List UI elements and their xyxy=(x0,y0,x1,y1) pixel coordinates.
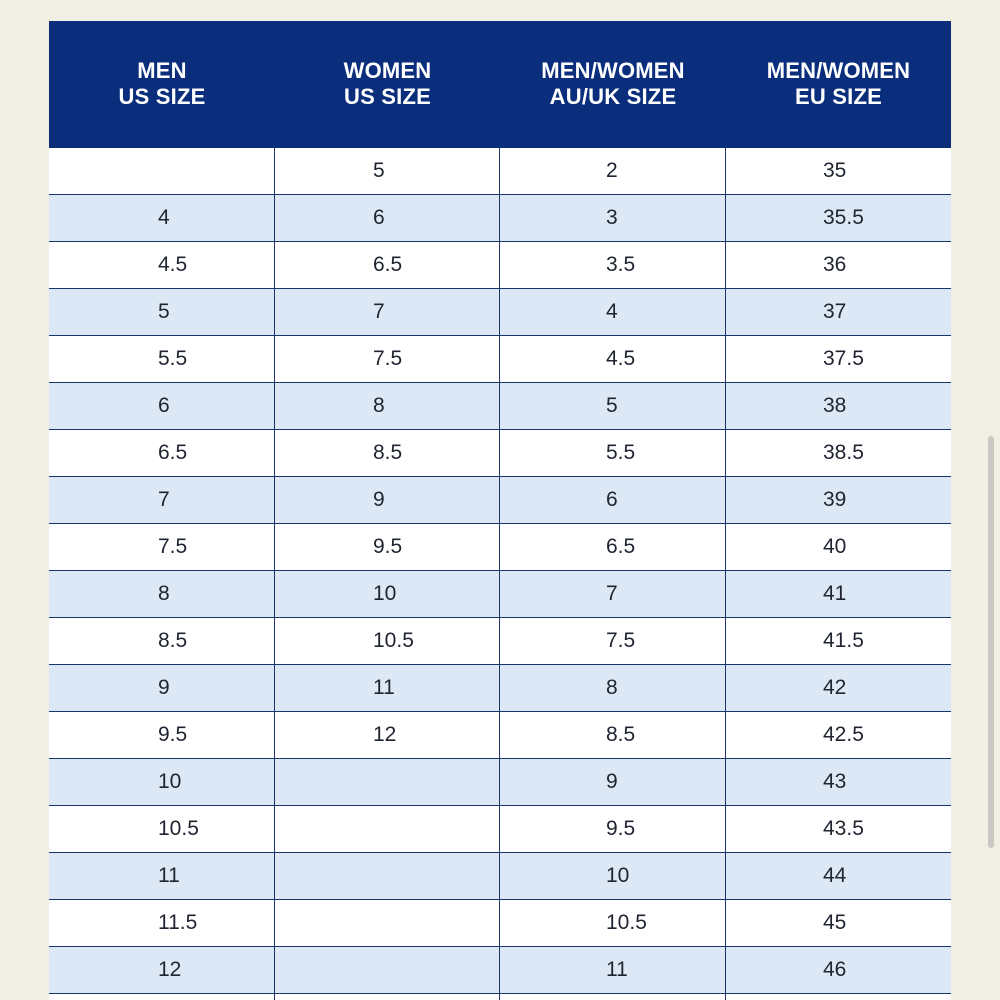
cell-men-us xyxy=(49,994,275,1000)
cell-au-uk: 6.5 xyxy=(500,524,726,570)
cell-au-uk: 3.5 xyxy=(500,242,726,288)
cell-au-uk: 8.5 xyxy=(500,712,726,758)
cell-au-uk: 4 xyxy=(500,289,726,335)
cell-au-uk: 9.5 xyxy=(500,806,726,852)
cell-au-uk: 7 xyxy=(500,571,726,617)
cell-eu: 35.5 xyxy=(823,206,864,229)
header-women-us-size: WOMEN US SIZE xyxy=(343,58,432,109)
cell-women-us: 8.5 xyxy=(275,430,500,476)
cell-women-us: 10.5 xyxy=(275,618,500,664)
cell-eu: 45 xyxy=(823,911,847,934)
cell-men-us: 12 xyxy=(49,947,275,993)
header-eu-size: MEN/WOMEN EU SIZE xyxy=(766,58,911,109)
table-row xyxy=(49,947,951,994)
cell-women-us: 6 xyxy=(275,195,500,241)
cell-eu: 39 xyxy=(823,488,847,511)
cell-women-us: 12 xyxy=(275,712,500,758)
cell-eu xyxy=(726,994,951,1000)
cell-women-us xyxy=(275,806,500,852)
cell-women-us xyxy=(275,994,500,1000)
table-row xyxy=(49,336,951,383)
cell-au-uk: 6 xyxy=(500,477,726,523)
table-row xyxy=(49,477,951,524)
table-row xyxy=(49,242,951,289)
cell-men-us: 5.5 xyxy=(49,336,275,382)
cell-au-uk: 5.5 xyxy=(500,430,726,476)
cell-men-us: 10 xyxy=(49,759,275,805)
cell-women-us: 7.5 xyxy=(275,336,500,382)
cell-women-us xyxy=(275,947,500,993)
cell-women-us: 6.5 xyxy=(275,242,500,288)
cell-women-us xyxy=(275,900,500,946)
cell-eu: 38 xyxy=(823,394,847,417)
cell-men-us: 4.5 xyxy=(49,242,275,288)
cell-eu: 42 xyxy=(823,676,847,699)
table-row xyxy=(49,430,951,477)
table-header xyxy=(49,21,951,147)
cell-men-us: 6 xyxy=(49,383,275,429)
cell-men-us: 11 xyxy=(49,853,275,899)
size-chart-table xyxy=(49,21,951,1000)
cell-men-us: 10.5 xyxy=(49,806,275,852)
cell-au-uk: 2 xyxy=(500,148,726,194)
cell-eu: 43 xyxy=(823,770,847,793)
cell-women-us: 7 xyxy=(275,289,500,335)
table-row xyxy=(49,759,951,806)
cell-au-uk: 3 xyxy=(500,195,726,241)
cell-men-us: 7.5 xyxy=(49,524,275,570)
cell-eu: 42.5 xyxy=(823,723,864,746)
cell-men-us xyxy=(49,148,275,194)
cell-eu: 37 xyxy=(823,300,847,323)
cell-men-us: 8 xyxy=(49,571,275,617)
cell-eu: 35 xyxy=(823,159,847,182)
cell-men-us: 4 xyxy=(49,195,275,241)
cell-au-uk: 10.5 xyxy=(500,900,726,946)
cell-women-us: 9 xyxy=(275,477,500,523)
cell-women-us: 8 xyxy=(275,383,500,429)
cell-men-us: 11.5 xyxy=(49,900,275,946)
cell-women-us xyxy=(275,853,500,899)
table-row xyxy=(49,524,951,571)
cell-men-us: 7 xyxy=(49,477,275,523)
cell-men-us: 9.5 xyxy=(49,712,275,758)
table-row xyxy=(49,383,951,430)
cell-eu: 44 xyxy=(823,864,847,887)
table-row xyxy=(49,195,951,242)
table-row xyxy=(49,900,951,947)
cell-men-us: 5 xyxy=(49,289,275,335)
header-men-us-size: MEN US SIZE xyxy=(118,58,206,109)
table-row xyxy=(49,148,951,195)
table-row xyxy=(49,618,951,665)
cell-women-us: 11 xyxy=(275,665,500,711)
cell-men-us: 6.5 xyxy=(49,430,275,476)
cell-eu: 37.5 xyxy=(823,347,864,370)
cell-au-uk: 5 xyxy=(500,383,726,429)
cell-eu: 41 xyxy=(823,582,847,605)
cell-women-us: 9.5 xyxy=(275,524,500,570)
cell-eu: 46 xyxy=(823,958,847,981)
cell-eu: 40 xyxy=(823,535,847,558)
cell-eu: 43.5 xyxy=(823,817,864,840)
header-au-uk-size: MEN/WOMEN AU/UK SIZE xyxy=(541,58,685,109)
cell-au-uk: 9 xyxy=(500,759,726,805)
cell-men-us: 9 xyxy=(49,665,275,711)
cell-eu: 36 xyxy=(823,253,847,276)
cell-eu: 38.5 xyxy=(823,441,864,464)
table-row xyxy=(49,853,951,900)
cell-au-uk: 4.5 xyxy=(500,336,726,382)
cell-eu: 41.5 xyxy=(823,629,864,652)
cell-au-uk: 8 xyxy=(500,665,726,711)
cell-au-uk: 10 xyxy=(500,853,726,899)
cell-women-us: 10 xyxy=(275,571,500,617)
cell-women-us: 5 xyxy=(275,148,500,194)
cell-au-uk xyxy=(500,994,726,1000)
table-row xyxy=(49,994,951,1000)
cell-women-us xyxy=(275,759,500,805)
cell-au-uk: 7.5 xyxy=(500,618,726,664)
scrollbar[interactable] xyxy=(988,436,994,848)
table-row xyxy=(49,665,951,712)
cell-men-us: 8.5 xyxy=(49,618,275,664)
cell-au-uk: 11 xyxy=(500,947,726,993)
table-body xyxy=(49,147,951,1000)
table-row xyxy=(49,571,951,618)
table-row xyxy=(49,806,951,853)
table-row xyxy=(49,289,951,336)
table-row xyxy=(49,712,951,759)
